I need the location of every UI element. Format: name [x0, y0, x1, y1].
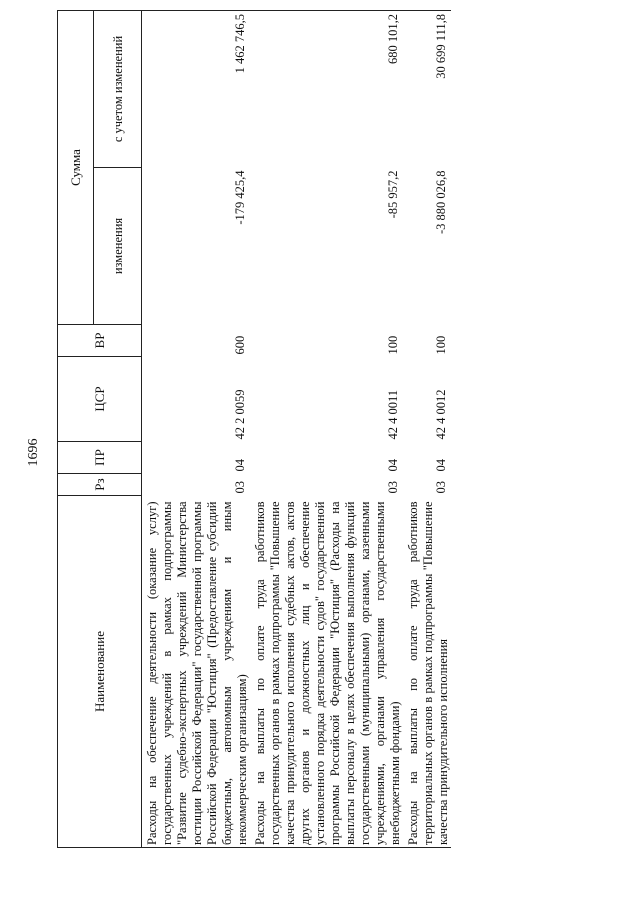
header-csr: ЦСР [58, 357, 142, 442]
header-sum: Сумма [58, 11, 94, 325]
row-with-changes: 1 462 746,5 [142, 11, 251, 168]
header-vr: ВР [58, 325, 142, 357]
row-vr: 100 [434, 335, 448, 355]
row-csr: 42 2 0059 [233, 389, 247, 440]
budget-table [57, 10, 451, 848]
row-changes: -3 880 026,8 [434, 170, 448, 235]
table-row [403, 11, 451, 848]
row-name: Расходы на выплаты по оплате труда работников государственных органов в рамках подпрограммы "Повышение качества принудительного исполнения судебных актов, актов других органов и должностных лиц и обеспечение установленного порядка деятельности судов" государственной программы Российской Федерации "Юстиция" (Расходы на выплаты персоналу в целях обеспечения выполнения функций государственными (муниципальными) органами, казенными учреждениями, органами управления государственными внебюджетными фондами) [250, 496, 403, 848]
row-rz: 03 [386, 481, 400, 494]
row-pr: 04 [233, 459, 247, 472]
row-rz: 03 [233, 481, 247, 494]
row-changes: -85 957,2 [386, 170, 400, 219]
row-name: Расходы на выплаты по оплате труда работников территориальных органов в рамках подпрограммы "Повышение качества принудительного исполнения [403, 496, 451, 848]
header-pr: ПР [58, 442, 142, 474]
header-with-changes: с учетом изменений [94, 11, 142, 168]
row-csr: 42 4 0012 [434, 389, 448, 440]
row-vr: 600 [233, 335, 247, 355]
row-csr: 42 4 0011 [386, 389, 400, 440]
row-with-changes: 680 101,2 [250, 11, 403, 168]
row-with-changes: 30 699 111,8 [403, 11, 451, 168]
table-row [142, 11, 251, 848]
table-row [250, 11, 403, 848]
row-changes: -179 425,4 [233, 170, 247, 225]
page-number: 1696 [26, 438, 41, 467]
row-vr: 100 [386, 335, 400, 355]
header-name: Наименование [58, 496, 142, 848]
row-pr: 04 [434, 459, 448, 472]
row-rz: 03 [434, 481, 448, 494]
row-pr: 04 [386, 459, 400, 472]
header-rz: Рз [58, 474, 142, 496]
header-changes: изменения [94, 168, 142, 325]
row-name: Расходы на обеспечение деятельности (оказание услуг) государственных учреждений в рамках подпрограммы "Развитие судебно-экспертных учреждений Министерства юстиции Российской Федерации" государственной программы Российской Федерации "Юстиция" (Предоставление субсидий бюджетным, автономным учреждениям и иным некоммерческим организациям) [142, 496, 251, 848]
